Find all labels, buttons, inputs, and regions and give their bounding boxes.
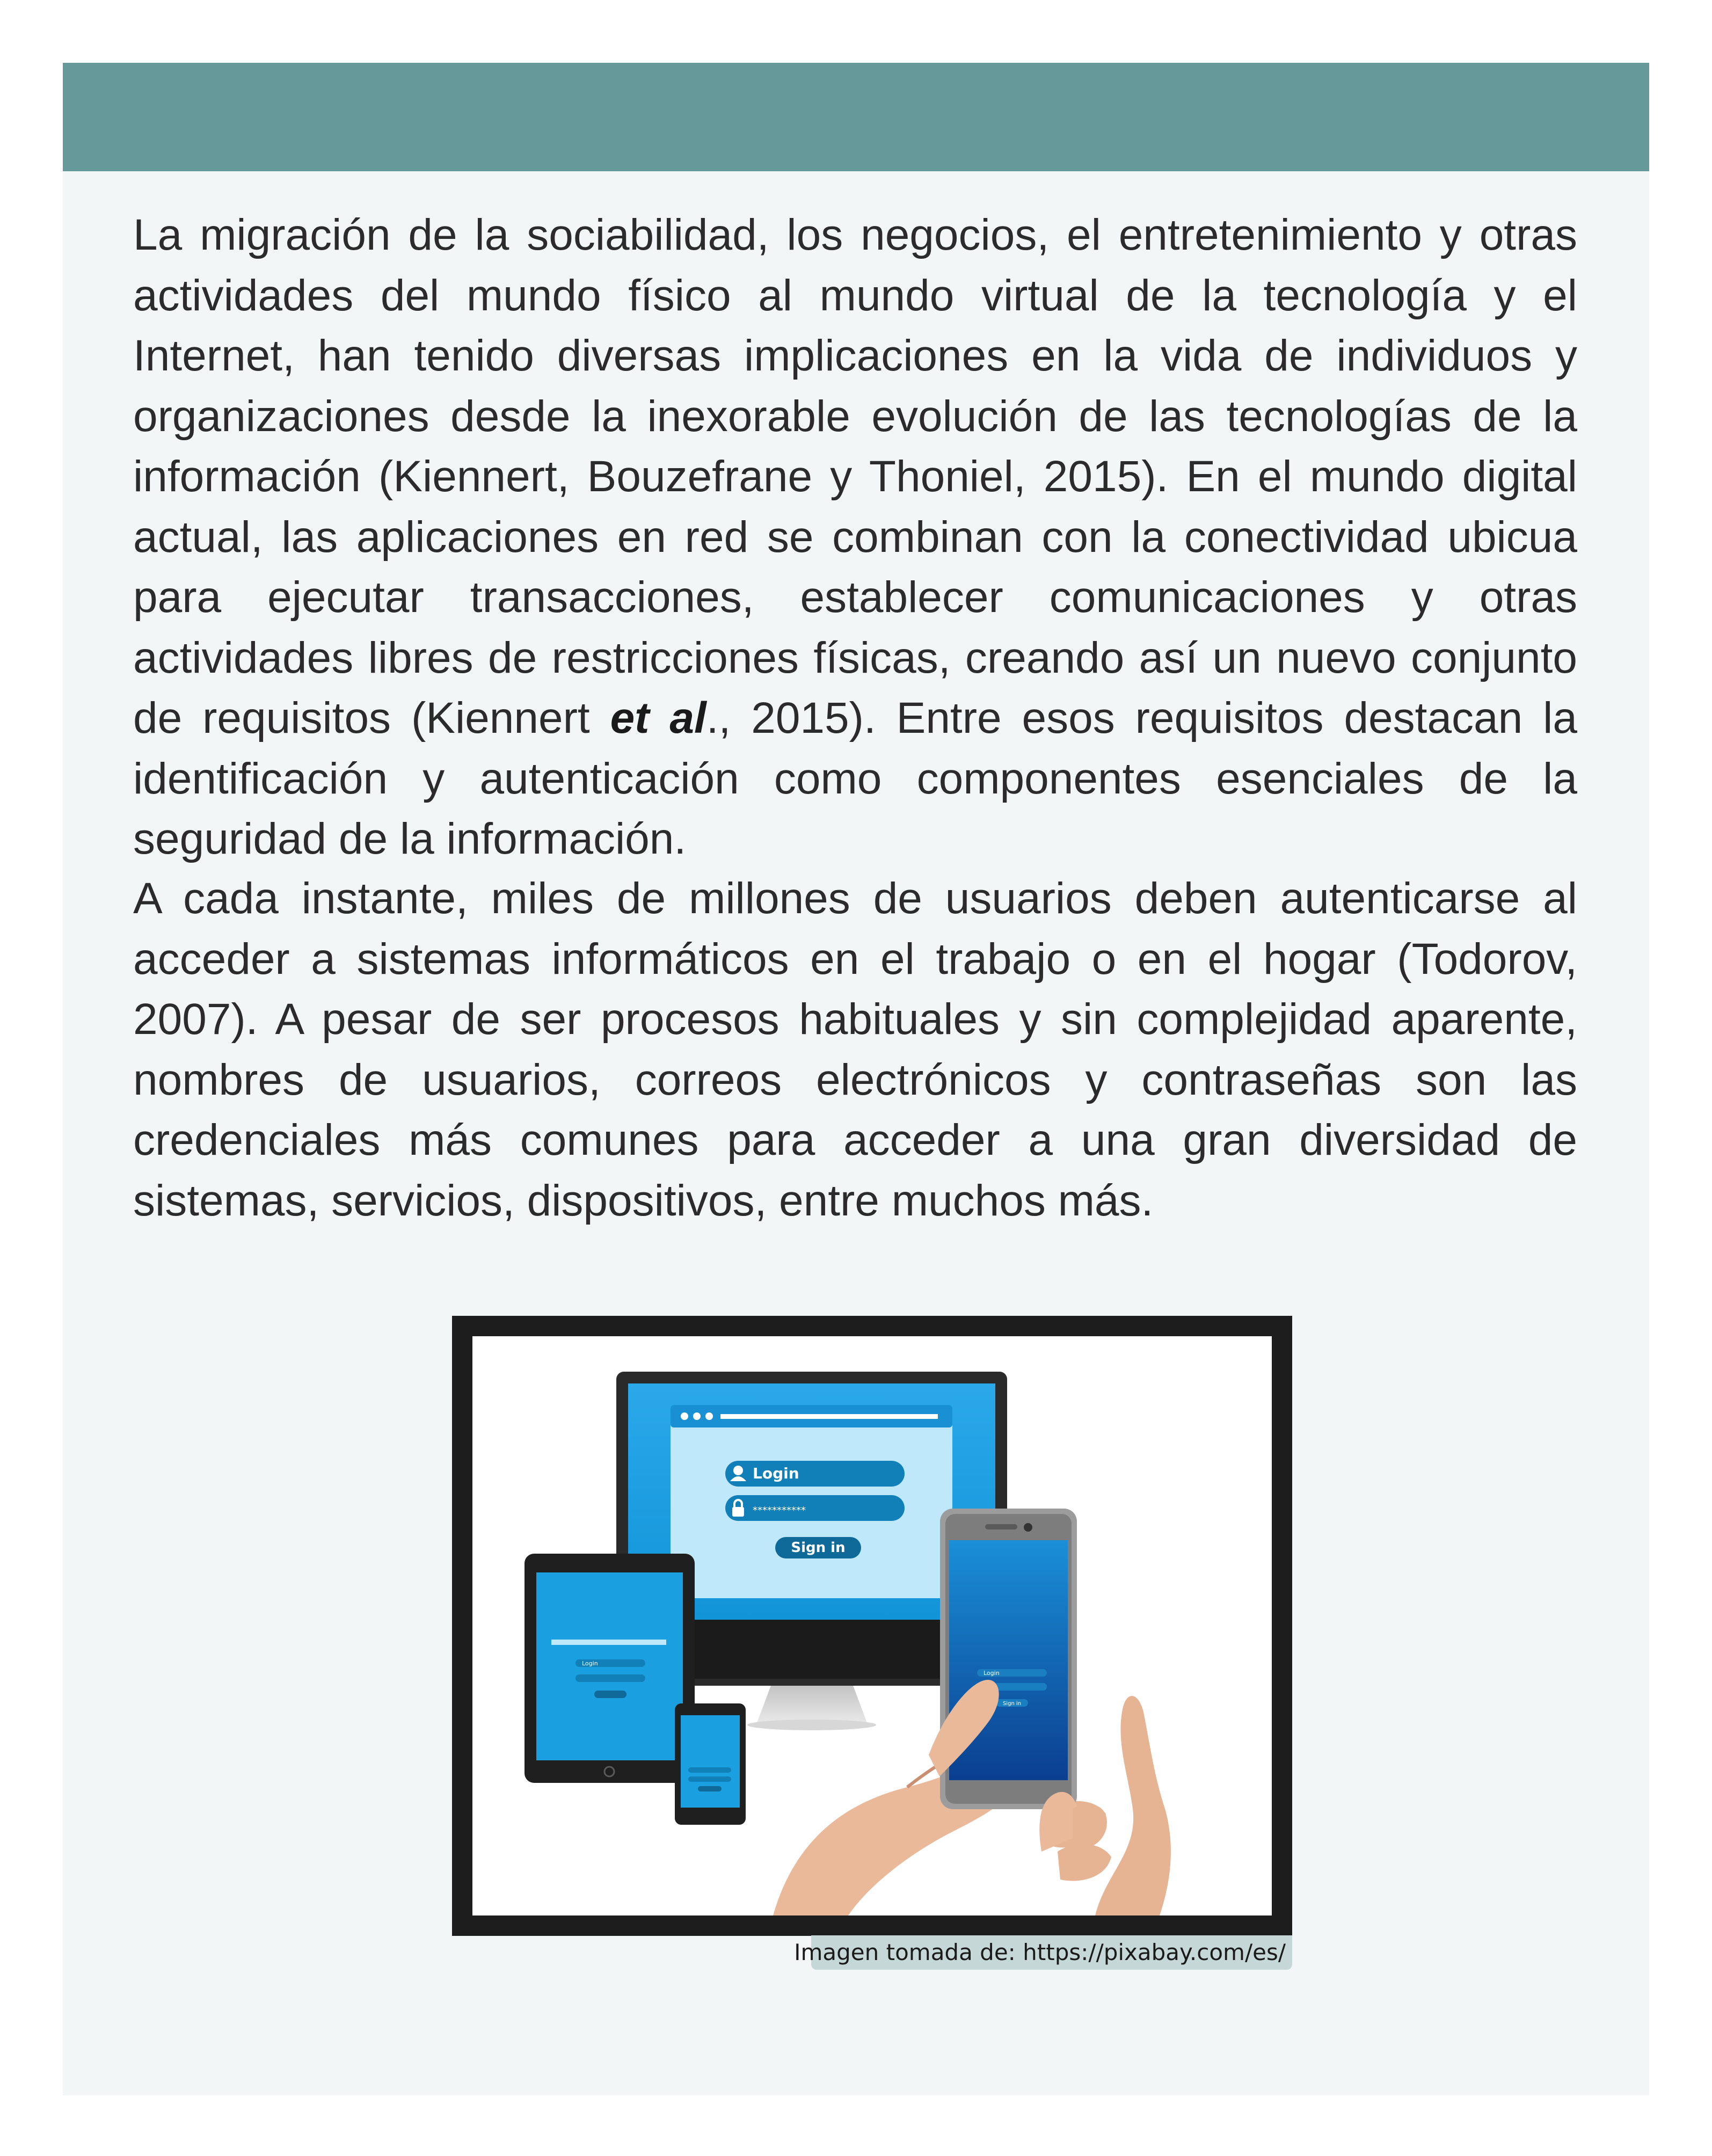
monitor-password-field: *********** [753,1505,806,1516]
paragraph-2: A cada instante, miles de millones de usuarios deben autenticarse al acceder a sistemas informáticos en el trabajo o en el hogar (Todorov, 2007). A pesar de ser procesos habituales y sin complejidad aparente, nombres de usuarios, correos electrónicos y contraseñas son las credenciales más comunes para acceder a una gran diversidad de sistemas, servicios, dispositivos, entre muchos más. [133,874,1577,1225]
figure-frame [452,1316,1292,1936]
image-caption: Imagen tomada de: https://pixabay.com/es/ [794,1939,1286,1965]
paragraph-1-text-end: ., 2015). Entre esos requisitos destacan la identificación y autenticación como componentes esenciales de la seguridad de la información. [133,694,1577,863]
tablet-icon [524,1554,695,1783]
login-devices-illustration [472,1336,1272,1915]
paragraph-1 [133,205,1577,870]
paragraph-1-text: La migración de la sociabilidad, los negocios, el entretenimiento y otras actividades del mundo físico al mundo virtual de la tecnología y el Internet, han tenido diversas implicaciones en la vida de individuos y organizaciones desde la inexorable evolución de las tecnologías de la información (Kiennert, Bouzefrane y Thoniel, 2015). En el mundo digital actual, las aplicaciones en red se combinan con la conectividad ubicua para ejecutar transacciones, establecer comunicaciones y otras actividades libres de restricciones físicas, creando así un nuevo conjunto de requisitos (Kiennert [133,210,1577,742]
svg-text:Login: Login [984,1670,1000,1677]
monitor-signin-label: Sign in [791,1540,846,1556]
monitor-login-label: Login [753,1465,799,1482]
smartphone-icon [940,1509,1077,1809]
svg-text:Login: Login [582,1660,598,1667]
et-al-emphasis: et al [610,694,706,742]
image-caption-box [794,1935,1292,1970]
svg-text:Sign in: Sign in [1002,1701,1022,1707]
small-phone-icon [675,1703,746,1825]
header-bar [63,63,1649,171]
